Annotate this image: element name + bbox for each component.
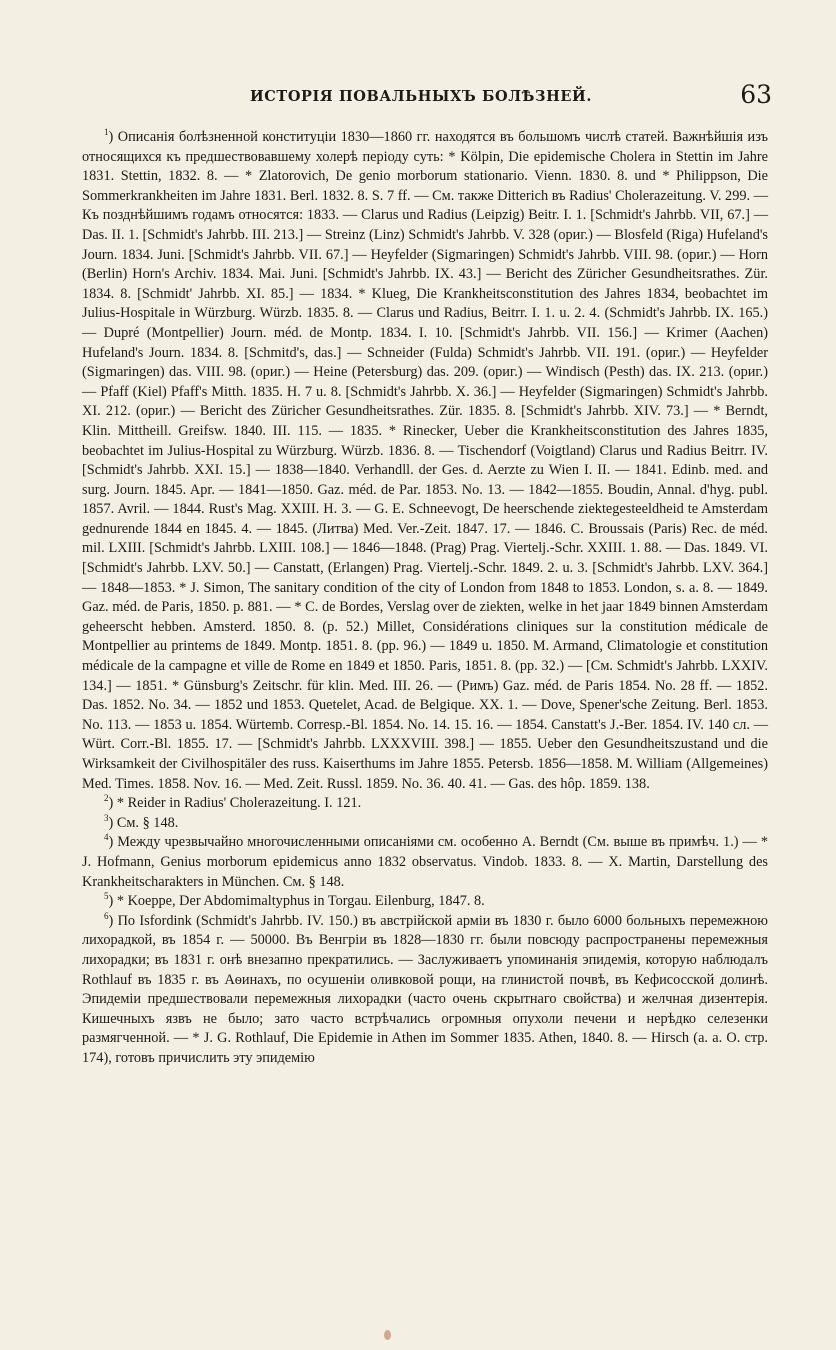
footnote-6: $^6$) По Isfordink (Schmidt's Jahrbb. IV. 150.) въ австрійской арміи въ 1830 г. было 6000 больныхъ перемежною лихорадкой, въ 1854 г. — 50000. Въ Венгріи въ 1828—1830 гг. были повсюду распространены перемежныя лихорадки; въ 1831 г. онѣ внезапно прекратились. — Заслуживаетъ упоминанія эпидемія, которую наблюдалъ Rothlauf въ 1835 г. въ Аѳинахъ, по осушеніи оливковой рощи, на глинистой почвѣ, въ Кефисосской долинѣ. Эпидеміи предшествовали перемежныя лихорадки (часто очень скрытнаго свойства) и желчная дизентерія. Кишечныхъ язвъ не было; зато часто встрѣчались огромныя опухоли печени и нерѣдко селезенки размягченной. — * J. G. Rothlauf, Die Epidemie in Athen im Sommer 1835. Athen, 1840. 8. — Hirsch (a. a. O. стр. 174), готовъ причислить эту эпидемію: [82, 910, 768, 1066]
footnote-text: * Reider in Radius' Cholerazeitung. I. 121.: [116, 795, 362, 812]
footnote-1: $^1$) Описанія болѣзненной конституціи 1830—1860 гг. находятся въ большомъ числѣ статей. Важнѣйшія изъ относящихся къ предшествовавшему холерѣ періоду суть: * Kölpin, Die epidemische Cholera in Stettin im Jahre 1831. Stettin, 1832. 8. — * Zlatorovich, De genio morborum stationario. Vienn. 1830. 8. und * Philippson, Die Sommerkrankheiten im Jahre 1831. Berl. 1832. 8. S. 7 ff. — См. также Ditterich въ Radius' Cholerazeitung. V. 299. — Къ позднѣйшимъ годамъ относятся: 1833. — Clarus und Radius (Leipzig) Beitr. I. 1. [Schmidt's Jahrbb. VII, 67.] — Das. II. 1. [Schmidt's Jahrbb. III. 213.] — Streinz (Linz) Schmidt's Jahrbb. V. 328 (ориг.) — Blosfeld (Riga) Hufeland's Journ. 1834. Juni. [Schmidt's Jahrbb. VII. 67.] — Heyfelder (Sigmaringen) Schmidt's Jahrbb. VIII. 98. (ориг.) — Horn (Berlin) Horn's Archiv. 1834. Mai. Juni. [Schmidt's Jahrbb. IX. 43.] — Bericht des Züricher Gesundheitsrathes. Zür. 1834. 8. [Schmidt' Jahrbb. XI. 85.] — 1834. * Klueg, Die Krankheitsconstitution des Jahres 1834, beobachtet im Julius-Hospitale in Würzburg. Würzb. 1835. 8. — Clarus und Radius, Beitrr. I. 1. u. 2. 4. (Schmidt's Jahrbb. IX. 165.) — Dupré (Montpellier) Journ. méd. de Montp. 1834. I. 10. [Schmidt's Jahrbb. VII. 156.] — Krimer (Aachen) Hufeland's Journ. 1834. 8. [Schmitd's, das.] — Schneider (Fulda) Schmidt's Jahrbb. VII. 191. (ориг.) — Heyfelder (Sigmaringen) das. VIII. 98. (ориг.) — Heine (Petersburg) das. 209. (ориг.) — Windisch (Pesth) das. IX. 213. (ориг.) — Pfaff (Kiel) Pfaff's Mitth. 1835. H. 7 u. 8. [Schmidt's Jahrbb. X. 36.] — Heyfelder (Sigmaringen) Schmidt's Jahrbb. XI. 212. (ориг.) — Bericht des Züricher Gesundheitsrathes. Zür. 1835. 8. [Schmidt's Jahrbb. XIV. 73.] — * Berndt, Klin. Mittheill. Greifsw. 1840. III. 115. — 1835. * Rinecker, Ueber die Krankheitsconstitution des Jahres 1835, beobachtet im Julius-Hospital zu Würzburg. Würzb. 1836. 8. — Tischendorf (Voigtland) Clarus und Radius Beitrr. IV. [Schmidt's Jahrbb. XXI. 15.] — 1838—1840. Verhandll. der Ges. d. Aerzte zu Wien I. II. — 1841. Edinb. med. and surg. Journ. 1845. Apr. — 1841—1850. Gaz. méd. de Par. 1853. No. 13. — 1842—1855. Boudin, Annal. d'hyg. publ. 1857. Avril. — 1844. Rust's Mag. XXIII. H. 3. — G. E. Schneevogt, De heerschende ziektegesteeldheid te Amsterdam gednurende 1844 en 1845. 4. — 1845. (Литва) Med. Ver.-Zeit. 1847. 17. — 1846. C. Broussais (Paris) Rec. de méd. mil. LXIII. [Schmidt's Jahrbb. LXIII. 108.] — 1846—1848. (Prag) Prag. Viertelj.-Schr. XXIII. 1. 88. — Das. 1849. VI. [Schmidt's Jahrbb. LXV. 50.] — Canstatt, (Erlangen) Prag. Viertelj.-Schr. 1849. 2. u. 3. [Schmidt's Jahrbb. LXV. 364.] — 1848—1853. * J. Simon, The sanitary condition of the city of London from 1848 to 1853. London, s. a. 8. — 1849. Gaz. méd. de Paris, 1850. p. 881. — * C. de Bordes, Verslag over de ziekten, welke in het jaar 1849 binnen Amsterdam geheerscht hebben. Amsterd. 1850. 8. (p. 52.) Millet, Considérations cliniques sur la constitution médicale de Montpellier au printems de 1849. Montp. 1851. 8. (pp. 96.) — 1849 u. 1850. M. Armand, Climatologie et constitution médicale de la campagne et ville de Rome en 1849 et 1850. Paris, 1851. 8. (pp. 32.) — [См. Schmidt's Jahrbb. LXXIV. 134.] — 1851. * Günsburg's Zeitschr. für klin. Med. III. 26. — (Римъ) Gaz. méd. de Paris 1854. No. 28 ff. — 1852. Das. 1852. No. 34. — 1852 und 1853. Quetelet, Acad. de Belgique. XX. 1. — Dove, Spener'sche Zeitung. Berl. 1853. No. 113. — 1853 u. 1854. Würtemb. Corresp.-Bl. 1854. No. 14. 15. 16. — 1854. Canstatt's J.-Ber. 1854. IV. 140 сл. — Würt. Corr.-Bl. 1855. 17. — [Schmidt's Jahrbb. LXXXVIII. 398.] — 1855. Ueber den Gesundheitszustand und die Wirksamkeit der Civilhospitäler des russ. Kaiserthums im Jahre 1855. Petersb. 1856—1858. M. William (Allgemeines) Med. Times. 1858. Nov. 16. — Med. Zeit. Russl. 1859. No. 36. 40. 41. — Gas. des hôp. 1859. 138.: [82, 127, 768, 792]
footnote-text: Между чрезвычайно многочисленными описаніями см. особенно A. Berndt (См. выше въ примѣч. 1.) — * J. Hofmann, Genius morborum epidemicus anno 1832 observatus. Vindob. 1833. 8. — X. Martin, Darstellung des Krankheitscharakters in München. См. § 148.: [82, 834, 768, 890]
running-title: ИСТОРІЯ ПОВАЛЬНЫХЪ БОЛѢЗНЕЙ.: [249, 88, 593, 105]
footnote-text: * Koeppe, Der Abdomimaltyphus in Torgau. Eilenburg, 1847. 8.: [116, 893, 485, 910]
footnote-marker: 5: [104, 891, 109, 902]
footnote-marker: 6: [104, 910, 109, 921]
ink-spot: [384, 1330, 391, 1340]
footnotes-block: [82, 128, 768, 1069]
footnote-text: Описанія болѣзненной конституціи 1830—1860 гг. находятся въ большомъ числѣ статей. Важнѣйшія изъ относящихся къ предшествовавшему холерѣ періоду суть: * Kölpin, Die epidemische Cholera in Stettin im Jahre 1831. Stettin, 1832. 8. — * Zlatorovich, De genio morborum stationario. Vienn. 1830. 8. und * Philippson, Die Sommerkrankheiten im Jahre 1831. Berl. 1832. 8. S. 7 ff. — См. также Ditterich въ Radius' Cholerazeitung. V. 299. — Къ позднѣйшимъ годамъ относятся: 1833. — Clarus und Radius (Leipzig) Beitr. I. 1. [Schmidt's Jahrbb. VII, 67.] — Das. II. 1. [Schmidt's Jahrbb. III. 213.] — Streinz (Linz) Schmidt's Jahrbb. V. 328 (ориг.) — Blosfeld (Riga) Hufeland's Journ. 1834. Juni. [Schmidt's Jahrbb. VII. 67.] — Heyfelder (Sigmaringen) Schmidt's Jahrbb. VIII. 98. (ориг.) — Horn (Berlin) Horn's Archiv. 1834. Mai. Juni. [Schmidt's Jahrbb. IX. 43.] — Bericht des Züricher Gesundheitsrathes. Zür. 1834. 8. [Schmidt' Jahrbb. XI. 85.] — 1834. * Klueg, Die Krankheitsconstitution des Jahres 1834, beobachtet im Julius-Hospitale in Würzburg. Würzb. 1835. 8. — Clarus und Radius, Beitrr. I. 1. u. 2. 4. (Schmidt's Jahrbb. IX. 165.) — Dupré (Montpellier) Journ. méd. de Montp. 1834. I. 10. [Schmidt's Jahrbb. VII. 156.] — Krimer (Aachen) Hufeland's Journ. 1834. 8. [Schmitd's, das.] — Schneider (Fulda) Schmidt's Jahrbb. VII. 191. (ориг.) — Heyfelder (Sigmaringen) das. VIII. 98. (ориг.) — Heine (Petersburg) das. 209. (ориг.) — Windisch (Pesth) das. IX. 213. (ориг.) — Pfaff (Kiel) Pfaff's Mitth. 1835. H. 7 u. 8. [Schmidt's Jahrbb. X. 36.] — Heyfelder (Sigmaringen) Schmidt's Jahrbb. XI. 212. (ориг.) — Bericht des Züricher Gesundheitsrathes. Zür. 1835. 8. [Schmidt's Jahrbb. XIV. 73.] — * Berndt, Klin. Mittheill. Greifsw. 1840. III. 115. — 1835. * Rinecker, Ueber die Krankheitsconstitution des Jahres 1835, beobachtet im Julius-Hospital zu Würzburg. Würzb. 1836. 8. — Tischendorf (Voigtland) Clarus und Radius Beitrr. IV. [Schmidt's Jahrbb. XXI. 15.] — 1838—1840. Verhandll. der Ges. d. Aerzte zu Wien I. II. — 1841. Edinb. med. and surg. Journ. 1845. Apr. — 1841—1850. Gaz. méd. de Par. 1853. No. 13. — 1842—1855. Boudin, Annal. d'hyg. publ. 1857. Avril. — 1844. Rust's Mag. XXIII. H. 3. — G. E. Schneevogt, De heerschende ziektegesteeldheid te Amsterdam gednurende 1844 en 1845. 4. — 1845. (Литва) Med. Ver.-Zeit. 1847. 17. — 1846. C. Broussais (Paris) Rec. de méd. mil. LXIII. [Schmidt's Jahrbb. LXIII. 108.] — 1846—1848. (Prag) Prag. Viertelj.-Schr. XXIII. 1. 88. — Das. 1849. VI. [Schmidt's Jahrbb. LXV. 50.] — Canstatt, (Erlangen) Prag. Viertelj.-Schr. 1849. 2. u. 3. [Schmidt's Jahrbb. LXV. 364.] — 1848—1853. * J. Simon, The sanitary condition of the city of London from 1848 to 1853. London, s. a. 8. — 1849. Gaz. méd. de Paris, 1850. p. 881. — * C. de Bordes, Verslag over de ziekten, welke in het jaar 1849 binnen Amsterdam geheerscht hebben. Amsterd. 1850. 8. (p. 52.) Millet, Considérations cliniques sur la constitution médicale de Montpellier au printems de 1849. Montp. 1851. 8. (pp. 96.) — 1849 u. 1850. M. Armand, Climatologie et constitution médicale de la campagne et ville de Rome en 1849 et 1850. Paris, 1851. 8. (pp. 32.) — [См. Schmidt's Jahrbb. LXXIV. 134.] — 1851. * Günsburg's Zeitschr. für klin. Med. III. 26. — (Римъ) Gaz. méd. de Paris 1854. No. 28 ff. — 1852. Das. 1852. No. 34. — 1852 und 1853. Quetelet, Acad. de Belgique. XX. 1. — Dove, Spener'sche Zeitung. Berl. 1853. No. 113. — 1853 u. 1854. Würtemb. Corresp.-Bl. 1854. No. 14. 15. 16. — 1854. Canstatt's J.-Ber. 1854. IV. 140 сл. — Würt. Corr.-Bl. 1855. 17. — [Schmidt's Jahrbb. LXXXVIII. 398.] — 1855. Ueber den Gesundheitszustand und die Wirksamkeit der Civilhospitäler des russ. Kaiserthums im Jahre 1855. Petersb. 1856—1858. M. William (Allgemeines) Med. Times. 1858. Nov. 16. — Med. Zeit. Russl. 1859. No. 36. 40. 41. — Gas. des hôp. 1859. 138.: [82, 129, 768, 792]
footnote-marker: 4: [104, 832, 109, 843]
footnote-4: $^4$) Между чрезвычайно многочисленными описаніями см. особенно A. Berndt (См. выше въ примѣч. 1.) — * J. Hofmann, Genius morborum epidemicus anno 1832 observatus. Vindob. 1833. 8. — X. Martin, Darstellung des Krankheitscharakters in München. См. § 148.: [82, 832, 768, 890]
footnote-text: По Isfordink (Schmidt's Jahrbb. IV. 150.) въ австрійской арміи въ 1830 г. было 6000 больныхъ перемежною лихорадкой, въ 1854 г. — 50000. Въ Венгріи въ 1828—1830 гг. были повсюду распространены перемежныя лихорадки; въ 1831 г. онѣ внезапно прекратились. — Заслуживаетъ упоминанія эпидемія, которую наблюдалъ Rothlauf въ 1835 г. въ Аѳинахъ, по осушеніи оливковой рощи, на глинистой почвѣ, въ Кефисосской долинѣ. Эпидеміи предшествовали перемежныя лихорадки (часто очень скрытнаго свойства) и желчная дизентерія. Кишечныхъ язвъ не было; зато часто встрѣчались огромныя опухоли печени и нерѣдко селезенки размягченной. — * J. G. Rothlauf, Die Epidemie in Athen im Sommer 1835. Athen, 1840. 8. — Hirsch (a. a. O. стр. 174), готовъ причислить эту эпидемію: [82, 912, 768, 1066]
footnote-2: $^2$) * Reider in Radius' Cholerazeitung. I. 121.: [104, 793, 362, 812]
footnote-text: См. § 148.: [116, 814, 179, 831]
footnote-marker: 1: [104, 127, 109, 138]
footnote-5: $^5$) * Koeppe, Der Abdomimaltyphus in Torgau. Eilenburg, 1847. 8.: [104, 891, 485, 910]
footnote-3: $^3$) См. § 148.: [104, 813, 179, 831]
page-header: [70, 82, 772, 114]
page-number: 63: [740, 80, 772, 109]
footnote-marker: 3: [104, 813, 109, 824]
footnote-marker: 2: [104, 793, 109, 804]
